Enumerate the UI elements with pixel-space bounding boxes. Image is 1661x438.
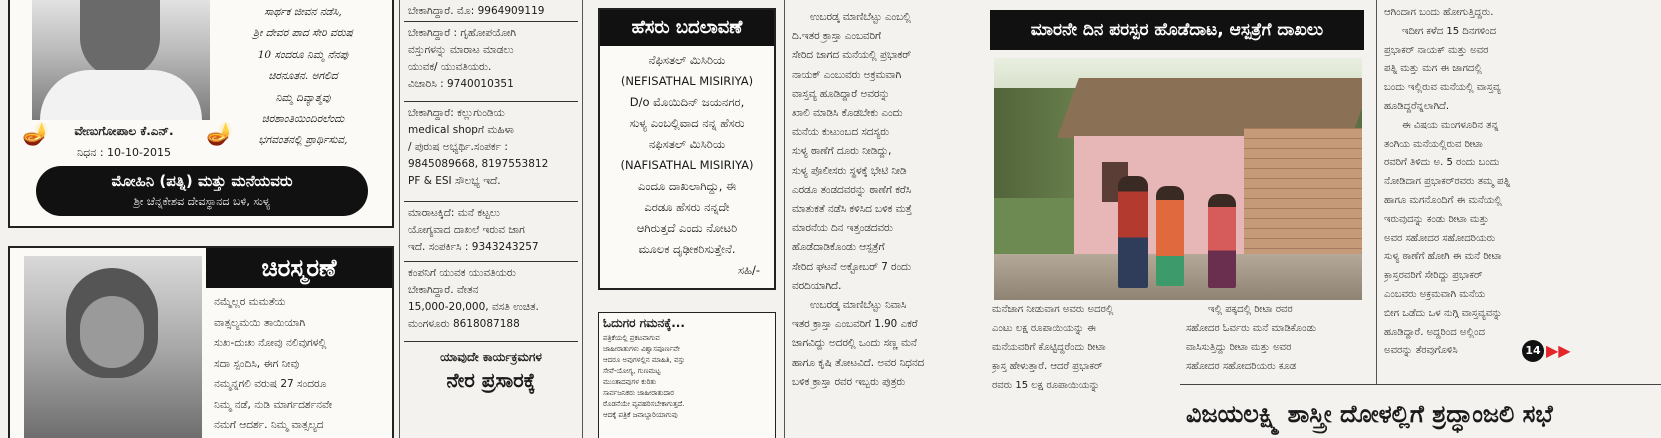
classified-line: ಬೇಕಾಗಿದ್ದಾರೆ: ಕಲ್ಲುಗುಂಡಿಯ [408,107,505,119]
article-line: ಬಂದು ಇಲ್ಲಿರುವ ಮನೆಯಲ್ಲಿ ವಾಸ್ತವ್ಯ [1384,82,1501,94]
name-change-line: ನಫಿಸತಲ್ ಮಿಸಿರಿಯ [648,137,726,151]
classified-line: medical shopಗೆ ಮಹಿಳಾ [408,124,514,136]
article-line: ವಾಸಿಸುತ್ತಿದ್ದು ರೀಟಾ ಮತ್ತು ಅವರ [1186,342,1292,353]
article-column-1 [792,8,982,392]
obituary-family-title: ಮೋಹಿನಿ (ಪತ್ನಿ) ಮತ್ತು ಮನೆಯವರು [111,172,293,190]
page-number-badge: 14 [1522,340,1544,362]
program-ad [404,342,578,394]
classified-line: / ಪುರುಷ ಅಭ್ಯರ್ಥಿ.ಸಂಪರ್ಕ : [408,141,508,153]
classified-line: ಬೇಕಾಗಿದ್ದಾರೆ. ಮೊ: 9964909119 [408,5,545,17]
section-rule [1180,384,1661,385]
article-line: ಮಾತುಕತೆ ನಡೆಸಿ ಕಳಿಸಿದ ಬಳಿಕ ಮತ್ತೆ [792,203,913,216]
photo-person-girl [1208,194,1236,288]
obituary2-text-line: ವಾತ್ಸಲ್ಯಮಯಿ ತಾಯಿಯಾಗಿ [214,316,306,329]
article-line: ಸೇರಿದ ಘಟನೆ ಅಕ್ಟೋಬರ್ 7 ರಂದು [792,260,911,273]
obituary2-text-line: ನಿಮ್ಮ ನಡೆ, ನುಡಿ ಮಾರ್ಗದರ್ಶನವೇ [214,398,333,411]
reader-notice-box [598,312,776,438]
article-line: ಕ್ರಾಸ್ತ ಹೇಳುತ್ತಾರೆ. ಆದರೆ ಪ್ರಭಾಕರ್ [992,361,1103,372]
article-line: ಸುಳ್ಯ ಠಾಣೆಗೆ ದೂರು ನೀಡಿದ್ದು, [792,145,892,158]
reader-notice-line: ಜಾಹೀರಾತುಗಳು ವಿಶ್ವಾಸಪೂರ್ಣವೇ [603,345,680,353]
article-line: ಇದೀಗ ಕಳೆದ 15 ದಿನಗಳಿಂದ [1402,25,1497,37]
article-column-right [1384,4,1571,361]
photo-person-man [1118,176,1148,288]
article-line: ನಾಯಕ್ ಎಂಬುವರು ಅಕ್ರಮವಾಗಿ [792,68,902,81]
article-line: ಎಂಟು ಲಕ್ಷ ರೂಪಾಯಿಯನ್ನು ಈ [992,323,1096,334]
article-line: ವಾಸ್ತವ್ಯ ಹೂಡಿದ್ದಾರೆ ಅವರನ್ನು [792,87,890,100]
article-line: ಕ್ರಾಸ್ತರವರಿಗೆ ಸೇರಿದ್ದು ಪ್ರಭಾಕರ್ [1384,270,1483,282]
article-line: ಸುಳ್ಯ ಠಾಣೆಗೆ ಹೋಗಿ ಈ ಮನೆ ರೀಟಾ [1384,251,1502,263]
article-line: ವರದಿಯಾಗಿದೆ. [792,279,842,292]
classified-line: PF & ESI ಸೌಲಭ್ಯ ಇದೆ. [408,175,501,187]
article-line: ಆಗಿಂದಾಗ ಬಂದು ಹೋಗುತ್ತಿದ್ದರು. [1384,7,1494,18]
obituary-box-1 [8,0,394,228]
classified-line: ಇದೆ. ಸಂಪರ್ಕಿಸಿ : 9343243257 [408,241,539,253]
classified-ad [404,102,578,202]
article-line: ಸುಳ್ಯ ಪೊಲೀಸರು ಸ್ಥಳಕ್ಕೆ ಭೇಟಿ ನೀಡಿ [792,164,907,177]
portrait-face [80,296,144,368]
program-ad-line: ಯಾವುದೇ ಕಾರ್ಯಕ್ರಮಗಳ [440,350,542,364]
classified-line: 9845089668, 8197553812 [408,158,549,170]
article-line: ಹೂಡಿದ್ದರೆನ್ನಲಾಗಿದೆ. [1384,100,1450,112]
name-change-signature: ಸಹಿ/- [737,263,760,277]
obituary-box-2 [8,246,394,438]
article-line: ಈ ವಿಷಯ ಮಂಗಳೂರಿನ ತನ್ನ [1402,119,1499,131]
classified-line: ಯೋಗ್ಯವಾದ ದಾಖಲೆ ಇರುವ ಜಾಗ [408,224,525,236]
classified-ad [404,0,578,22]
obituary-text-line: ಚಿರಶಾಂತಿಯಿಂದಿರಲೆಂದು [261,113,345,126]
article-line: ಮಾರನೆಯ ದಿನ ಇತ್ತಂಡದವರು [792,222,893,235]
obituary2-text-line: ಸುಖ-ದುಃಖ ನೋವು ನಲಿವುಗಳಲ್ಲಿ [214,337,327,349]
article-line: ಉಬರಡ್ಕ ಮಾಣಿಬೆಟ್ಟು ಎಂಬಲ್ಲಿ [810,11,911,23]
article-line: ಬಳಿಕ ಕ್ರಾಸ್ತಾ ರವರ ಇಬ್ಬರು ಪುತ್ರರು [792,375,906,388]
name-change-line: ಮೂಲಕ ದೃಢೀಕರಿಸುತ್ತೇನೆ. [638,242,736,256]
classified-line: 15,000-20,000, ವಸತಿ ಉಚಿತ. [408,301,539,313]
obituary2-text-line: ನಮ್ಮನ್ನಗಲಿ ವರುಷ 27 ಸಂದರೂ [214,378,327,390]
article-line: ಎಂಬವರು ಅಕ್ರಮವಾಗಿ ಮನೆಯ [1384,288,1486,300]
classified-line: ಯುವಕ/ ಯುವತಿಯರು. [408,61,492,73]
article-line: ಮನೆಯವರಿಗೆ ಕೊಟ್ಟಿದ್ದರೆಂದು ರೀಟಾ [992,342,1106,353]
bottom-headline: ವಿಜಯಲಕ್ಷ್ಮಿ ಶಾಸ್ತ್ರೀ ದೋಳಲ್ಲಿಗೆ ಶ್ರದ್ಧಾಂಜಲಿ ಸಭೆ [1186,400,1553,428]
article-line: ಎರಡೂ ತಂಡದವರನ್ನು ಠಾಣೆಗೆ ಕರೆಸಿ [792,183,912,196]
obituary-text-line: 10 ಸಂದರೂ ನಿಮ್ಮ ನೆನಪು [257,48,349,61]
classified-line: ವಸ್ತುಗಳನ್ನು ಮಾರಾಟ ಮಾಡಲು [408,44,514,56]
article-line: ನೋಡಿದಾಗ ಪ್ರಭಾಕರ್‌ರವರು ತಮ್ಮ ಪತ್ನಿ [1384,176,1511,188]
classified-line: ಬೇಕಾಗಿದ್ದಾರೆ. ವೇತನ [408,284,479,296]
name-change-line: ನೆಫಿಸತಲ್ ಮಿಸಿರಿಯ [648,53,726,67]
name-change-line: ಎರಡೂ ಹೆಸರು ನನ್ನದೇ [644,200,730,214]
column-rule [399,0,400,438]
program-ad-headline: ನೇರ ಪ್ರಸಾರಕ್ಕೆ [446,368,536,392]
article-line: ಇಲ್ಲಿ ಪಕ್ಕದಲ್ಲಿ ರೀಟಾ ರವರ [1208,304,1293,315]
article-line: ಉಬರಡ್ಕ ಮಾಣಿಬೆಟ್ಟು ನಿವಾಸಿ [810,299,907,312]
obituary2-text-line: ನಮ್ಮೆಲ್ಲರ ಮಮತೆಯ [214,296,286,308]
article-line: ಮನೆಯ ಕುಟುಂಬದ ಸದಸ್ಯರು [792,126,889,139]
classified-line: ಕಂಪನಿಗೆ ಯುವಕ ಯುವತಿಯರು [408,267,516,279]
name-change-line: D/o ಮೊಯಿದಿನ್ ಜಯನಗರ, [629,95,745,109]
portrait-shoulders [40,70,202,120]
reader-notice-line: ಸಾರ್ವಜನಿಕರು ಜಾಹೀರಾತುದಾರ [603,389,675,397]
column-rule [1376,0,1377,384]
obituary-address: ಶ್ರೀ ಚೆನ್ನಕೇಶವ ದೇವಸ್ಥಾನದ ಬಳಿ, ಸುಳ್ಯ [133,195,271,208]
article-line: ಸಹೋದರ ಓರ್ವರು ಮನೆ ಮಾಡಿಕೊಂಡು [1186,323,1317,334]
article-line: ಅವರ ಸಹೋದರ ಸಹೋದರಿಯರು [1384,232,1496,244]
article-line: ಪತ್ನಿ ಮತ್ತು ಮಗ ಈ ಜಾಗದಲ್ಲಿ [1384,63,1482,75]
article-line: ಹೂಡಿದ್ದಾರೆ. ಅದ್ದರಿಂದ ಅಲ್ಲಿಂದ [1384,326,1485,338]
reader-notice-line: ಆದರೂ ಅವುಗಳಲ್ಲಿನ ಮಾಹಿತಿ, ವಸ್ತು [603,356,685,364]
classified-line: ಬೇಕಾಗಿದ್ದಾರೆ : ಗೃಹೋಪಯೋಗಿ [408,27,517,39]
name-change-box [598,8,776,290]
article-line: ಮನೆಜಾಗ ನೀಡುವಾಗ ಅವರು ಅದರಲ್ಲಿ [992,304,1114,315]
column-rule [784,0,785,438]
classified-line: ಮಂಗಳೂರು 8618087188 [408,318,520,330]
photo-person-woman [1156,186,1184,286]
lamp-icon-left: 🪔 [22,122,50,147]
article-headline: ಮಾರನೇ ದಿನ ಪರಸ್ಪರ ಹೊಡೆದಾಟ, ಆಸ್ಪತ್ರೆಗೆ ದಾಖಲು [990,10,1364,50]
obituary-text-line: ಶ್ರೀ ದೇವರ ಪಾದ ಸೇರಿ ವರುಷ [253,27,353,40]
obituary-text-line: ಭಗವಂತನಲ್ಲಿ ಪ್ರಾರ್ಥಿಸುವ, [258,134,348,147]
obituary-photo [32,0,210,120]
obituary-text-line: ನಿಮ್ಮ ದಿವ್ಯಾತ್ಮವು [275,91,331,104]
name-change-line: (NEFISATHAL MISIRIYA) [620,74,754,88]
obituary-text-line: ಸಾರ್ಥಕ ಜೀವನ ನಡೆಸಿ, [264,6,342,18]
article-line: ಬೀಗ ಒಡೆದು ಒಳ ನುಗ್ಗಿ ವಾಸ್ತವ್ಯವನ್ನು [1384,307,1503,319]
obituary2-text-line: ಸದಾ ಸ್ಪಂದಿಸಿ, ಈಗ ನೀವು [214,357,300,370]
name-change-line: ಸುಳ್ಯ ಎಂಬಲ್ಲಿವಾದ ನನ್ನ ಹೆಸರು [629,116,745,130]
name-change-line: (NAFISATHAL MISIRIYA) [620,158,754,172]
photo-caption-left [992,300,1176,395]
article-line: ಇರುವುದನ್ನು ಕಂಡು ರೀಟಾ ಮತ್ತು [1384,213,1489,225]
classified-line: ವಿಚಾರಿಸಿ : 9740010351 [408,78,514,90]
article-line: ಖಾಲಿ ಮಾಡಿಸಿ ಕೊಡಬೇಕು ಎಂದು [792,107,903,120]
classified-line: ಮಾರಾಟಕ್ಕಿದೆ: ಮನೆ ಕಟ್ಟಲು [408,207,500,219]
portrait-head [80,0,160,78]
article-line: ದಿ.ಇತರ ಕ್ರಾಸ್ತಾ ಎಂಬವರಿಗೆ [792,30,881,43]
continue-arrow-icon: ▶▶ [1546,341,1571,360]
article-line: ಸೇರಿದ ಜಾಗದ ಮನೆಯಲ್ಲಿ ಪ್ರಭಾಕರ್ [792,49,912,62]
obituary-text [214,2,392,152]
photo-caption-right [1186,300,1370,376]
reader-notice-line: ಪತ್ರಿಕೆಯಲ್ಲಿ ಪ್ರಕಟವಾಗುವ [603,334,660,342]
obituary-text-line: ಚಿರನೂತನ. ಅಗಲಿದ [268,70,338,83]
obituary2-text [214,292,394,436]
article-line: ಹಾಗೂ ಕೃಷಿ ತೋಟವಿದೆ. ಅವರ ನಿಧನದ [792,356,925,369]
reader-notice-line: ಆದಕ್ಕೆ ಪತ್ರಿಕೆ ಜವಾಬ್ದಾರಿಯಾಗುವು [603,411,678,419]
article-line: ಸಹೋದರ ಸಹೋದರಿಯರು ಕೂಡ [1186,361,1297,372]
article-line: ಹೊಡೆದಾಡಿಕೊಂಡು ಆಸ್ಪತ್ರೆಗೆ [792,241,885,254]
obituary-name: ವೇಣುಗೋಪಾಲ ಕೆ.ಎನ್. [74,124,174,138]
classified-ad [404,202,578,262]
obituary2-text-line: ನಮಗೆ ಆದರ್ಶ. ನಿಮ್ಮ ವಾತ್ಸಲ್ಯದ [214,419,324,431]
reader-notice-line: ಮುಂತಾದವುಗಳ ಕುರಿತು [603,378,657,386]
classifieds-column [404,0,578,394]
obituary2-title: ಚಿರಸ್ಮರಣೆ [206,248,392,288]
reader-notice-line: ರೊಡನೆಯೇ ವ್ಯವಹರಿಸಬೇಕಾಗುತ್ತದೆ. [603,400,685,408]
article-line: ಇತರ ಕ್ರಾಸ್ತಾ ಎಂಬವರಿಗೆ 1.90 ಎಕರೆ [792,318,918,331]
obituary-death-date: ನಿಧನ : 10-10-2015 [77,146,171,159]
classified-ad [404,22,578,102]
reader-notice-line: ಸೇವೆ-ಯೋಗ್ಯ, ಗುಣಮಟ್ಟ [603,367,661,375]
column-rule [582,0,583,438]
obituary-family-banner [36,166,368,216]
name-change-body [600,46,774,285]
name-change-title: ಹೆಸರು ಬದಲಾವಣೆ [600,10,774,46]
classified-ad [404,262,578,342]
article-line: ರವರು 15 ಲಕ್ಷ ರೂಪಾಯಿಯನ್ನು [992,380,1100,391]
reader-notice-title: ಓದುಗರ ಗಮನಕ್ಕೆ... [603,316,685,330]
article-photo [994,58,1362,300]
article-line: ಅವರನ್ನು ತೆರವುಗೊಳಿಸಿ [1384,345,1458,357]
article-line: ರವರಿಗೆ ತಿಳಿದು ಅ. 5 ರಂದು ಬಂದು [1384,157,1500,169]
name-change-line: ಆಗಿರುತ್ತದೆ ಎಂದು ನೋಟರಿ [636,221,738,235]
article-line: ತಂಗಿಯ ಮನೆಯಲ್ಲಿರುವ ರೀಟಾ [1384,138,1483,150]
name-change-line: ಎಂದೂ ದಾಖಲಾಗಿದ್ದು, ಈ [638,179,736,193]
lamp-icon-right: 🪔 [206,122,234,147]
article-line: ಹಾಗೂ ಮಗನೊಂದಿಗೆ ಈ ಮನೆಯಲ್ಲಿ [1384,194,1502,206]
obituary2-photo [24,256,202,438]
reader-notice-body [599,333,775,421]
article-line: ಪ್ರಭಾಕರ್ ನಾಯಕ್ ಮತ್ತು ಅವರ [1384,44,1489,56]
article-line: ಜಾಗವಿದ್ದು ಅದರಲ್ಲಿ ಒಂದು ಸಣ್ಣ ಮನೆ [792,337,917,350]
